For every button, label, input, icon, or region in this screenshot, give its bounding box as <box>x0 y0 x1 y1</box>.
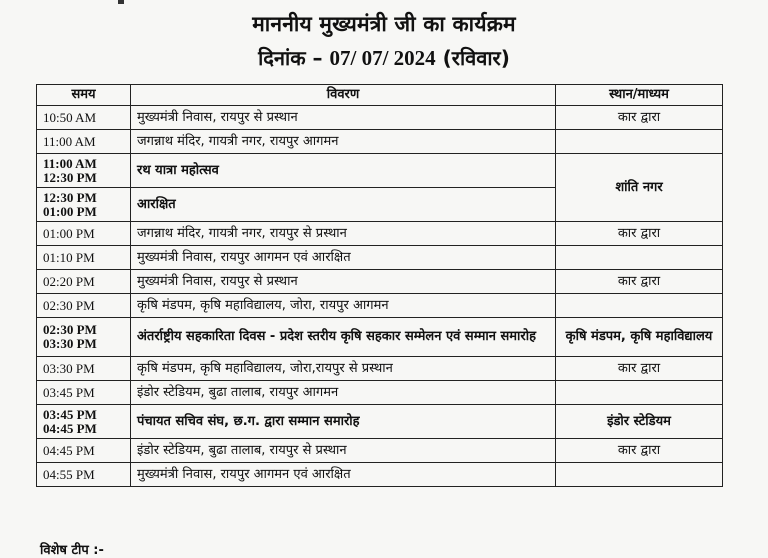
details-cell: कृषि मंडपम, कृषि महाविद्यालय, जोरा,रायपुर से प्रस्थान <box>131 357 556 381</box>
end-time: 01:00 PM <box>43 203 97 219</box>
place-cell: शांति नगर <box>556 154 723 222</box>
place-cell: कृषि मंडपम, कृषि महाविद्यालय <box>556 318 723 357</box>
details-cell: अंतर्राष्ट्रीय सहकारिता दिवस - प्रदेश स्तरीय कृषि सहकार सम्मेलन एवं सम्मान समारोह <box>131 318 556 357</box>
details-cell: पंचायत सचिव संघ, छ.ग. द्वारा सम्मान समारोह <box>131 405 556 439</box>
time-cell <box>37 154 131 188</box>
details-cell: मुख्यमंत्री निवास, रायपुर से प्रस्थान <box>131 106 556 130</box>
time-cell: 01:10 PM <box>37 246 131 270</box>
place-cell: इंडोर स्टेडियम <box>556 405 723 439</box>
time-cell <box>37 318 131 357</box>
time-cell <box>37 188 131 222</box>
page-title: माननीय मुख्यमंत्री जी का कार्यक्रम <box>252 12 516 36</box>
special-note-label: विशेष टीप :- <box>40 543 104 558</box>
day-label: (रविवार) <box>435 46 510 70</box>
time-cell: 11:00 AM <box>37 130 131 154</box>
end-time: 12:30 PM <box>43 169 97 185</box>
table-row <box>37 357 723 381</box>
table-row <box>37 130 723 154</box>
place-cell: कार द्वारा <box>556 270 723 294</box>
date-value: 07/ 07/ 2024 <box>329 46 436 70</box>
time-cell: 04:55 PM <box>37 463 131 487</box>
column-header-place: स्थान/माध्यम <box>556 85 723 106</box>
details-cell: इंडोर स्टेडियम, बुढा तालाब, रायपुर से प्रस्थान <box>131 439 556 463</box>
time-cell <box>37 405 131 439</box>
table-row <box>37 246 723 270</box>
table-row <box>37 270 723 294</box>
place-cell <box>556 246 723 270</box>
table-row <box>37 318 723 357</box>
start-time: 12:30 PM <box>43 189 97 205</box>
table-row <box>37 381 723 405</box>
table-row <box>37 405 723 439</box>
details-cell: जगन्नाथ मंदिर, गायत्री नगर, रायपुर आगमन <box>131 130 556 154</box>
start-time: 03:45 PM <box>43 406 97 422</box>
table-row <box>37 222 723 246</box>
scan-mark <box>118 0 124 4</box>
column-header-details: विवरण <box>131 85 556 106</box>
place-cell: कार द्वारा <box>556 439 723 463</box>
place-cell <box>556 463 723 487</box>
time-cell: 02:30 PM <box>37 294 131 318</box>
place-cell <box>556 294 723 318</box>
time-cell: 04:45 PM <box>37 439 131 463</box>
table-row <box>37 154 723 188</box>
details-cell: मुख्यमंत्री निवास, रायपुर आगमन एवं आरक्षित <box>131 246 556 270</box>
column-header-time: समय <box>37 85 131 106</box>
date-line <box>0 44 768 71</box>
time-cell: 03:30 PM <box>37 357 131 381</box>
place-cell <box>556 381 723 405</box>
place-cell: कार द्वारा <box>556 106 723 130</box>
start-time: 02:30 PM <box>43 322 97 337</box>
place-cell: कार द्वारा <box>556 357 723 381</box>
schedule-table <box>36 84 723 487</box>
end-time: 03:30 PM <box>43 336 97 351</box>
start-time: 11:00 AM <box>43 155 97 171</box>
place-cell: कार द्वारा <box>556 222 723 246</box>
end-time: 04:45 PM <box>43 420 97 436</box>
table-row <box>37 439 723 463</box>
details-cell: मुख्यमंत्री निवास, रायपुर से प्रस्थान <box>131 270 556 294</box>
details-cell: इंडोर स्टेडियम, बुढा तालाब, रायपुर आगमन <box>131 381 556 405</box>
details-cell: रथ यात्रा महोत्सव <box>131 154 556 188</box>
place-cell <box>556 130 723 154</box>
details-cell: मुख्यमंत्री निवास, रायपुर आगमन एवं आरक्षित <box>131 463 556 487</box>
time-cell: 02:20 PM <box>37 270 131 294</box>
date-label: दिनांक – <box>258 46 330 70</box>
time-cell: 03:45 PM <box>37 381 131 405</box>
table-row <box>37 463 723 487</box>
time-cell: 01:00 PM <box>37 222 131 246</box>
time-cell: 10:50 AM <box>37 106 131 130</box>
details-cell: जगन्नाथ मंदिर, गायत्री नगर, रायपुर से प्रस्थान <box>131 222 556 246</box>
table-row <box>37 294 723 318</box>
table-row <box>37 106 723 130</box>
details-cell: आरक्षित <box>131 188 556 222</box>
details-cell: कृषि मंडपम, कृषि महाविद्यालय, जोरा, रायपुर आगमन <box>131 294 556 318</box>
